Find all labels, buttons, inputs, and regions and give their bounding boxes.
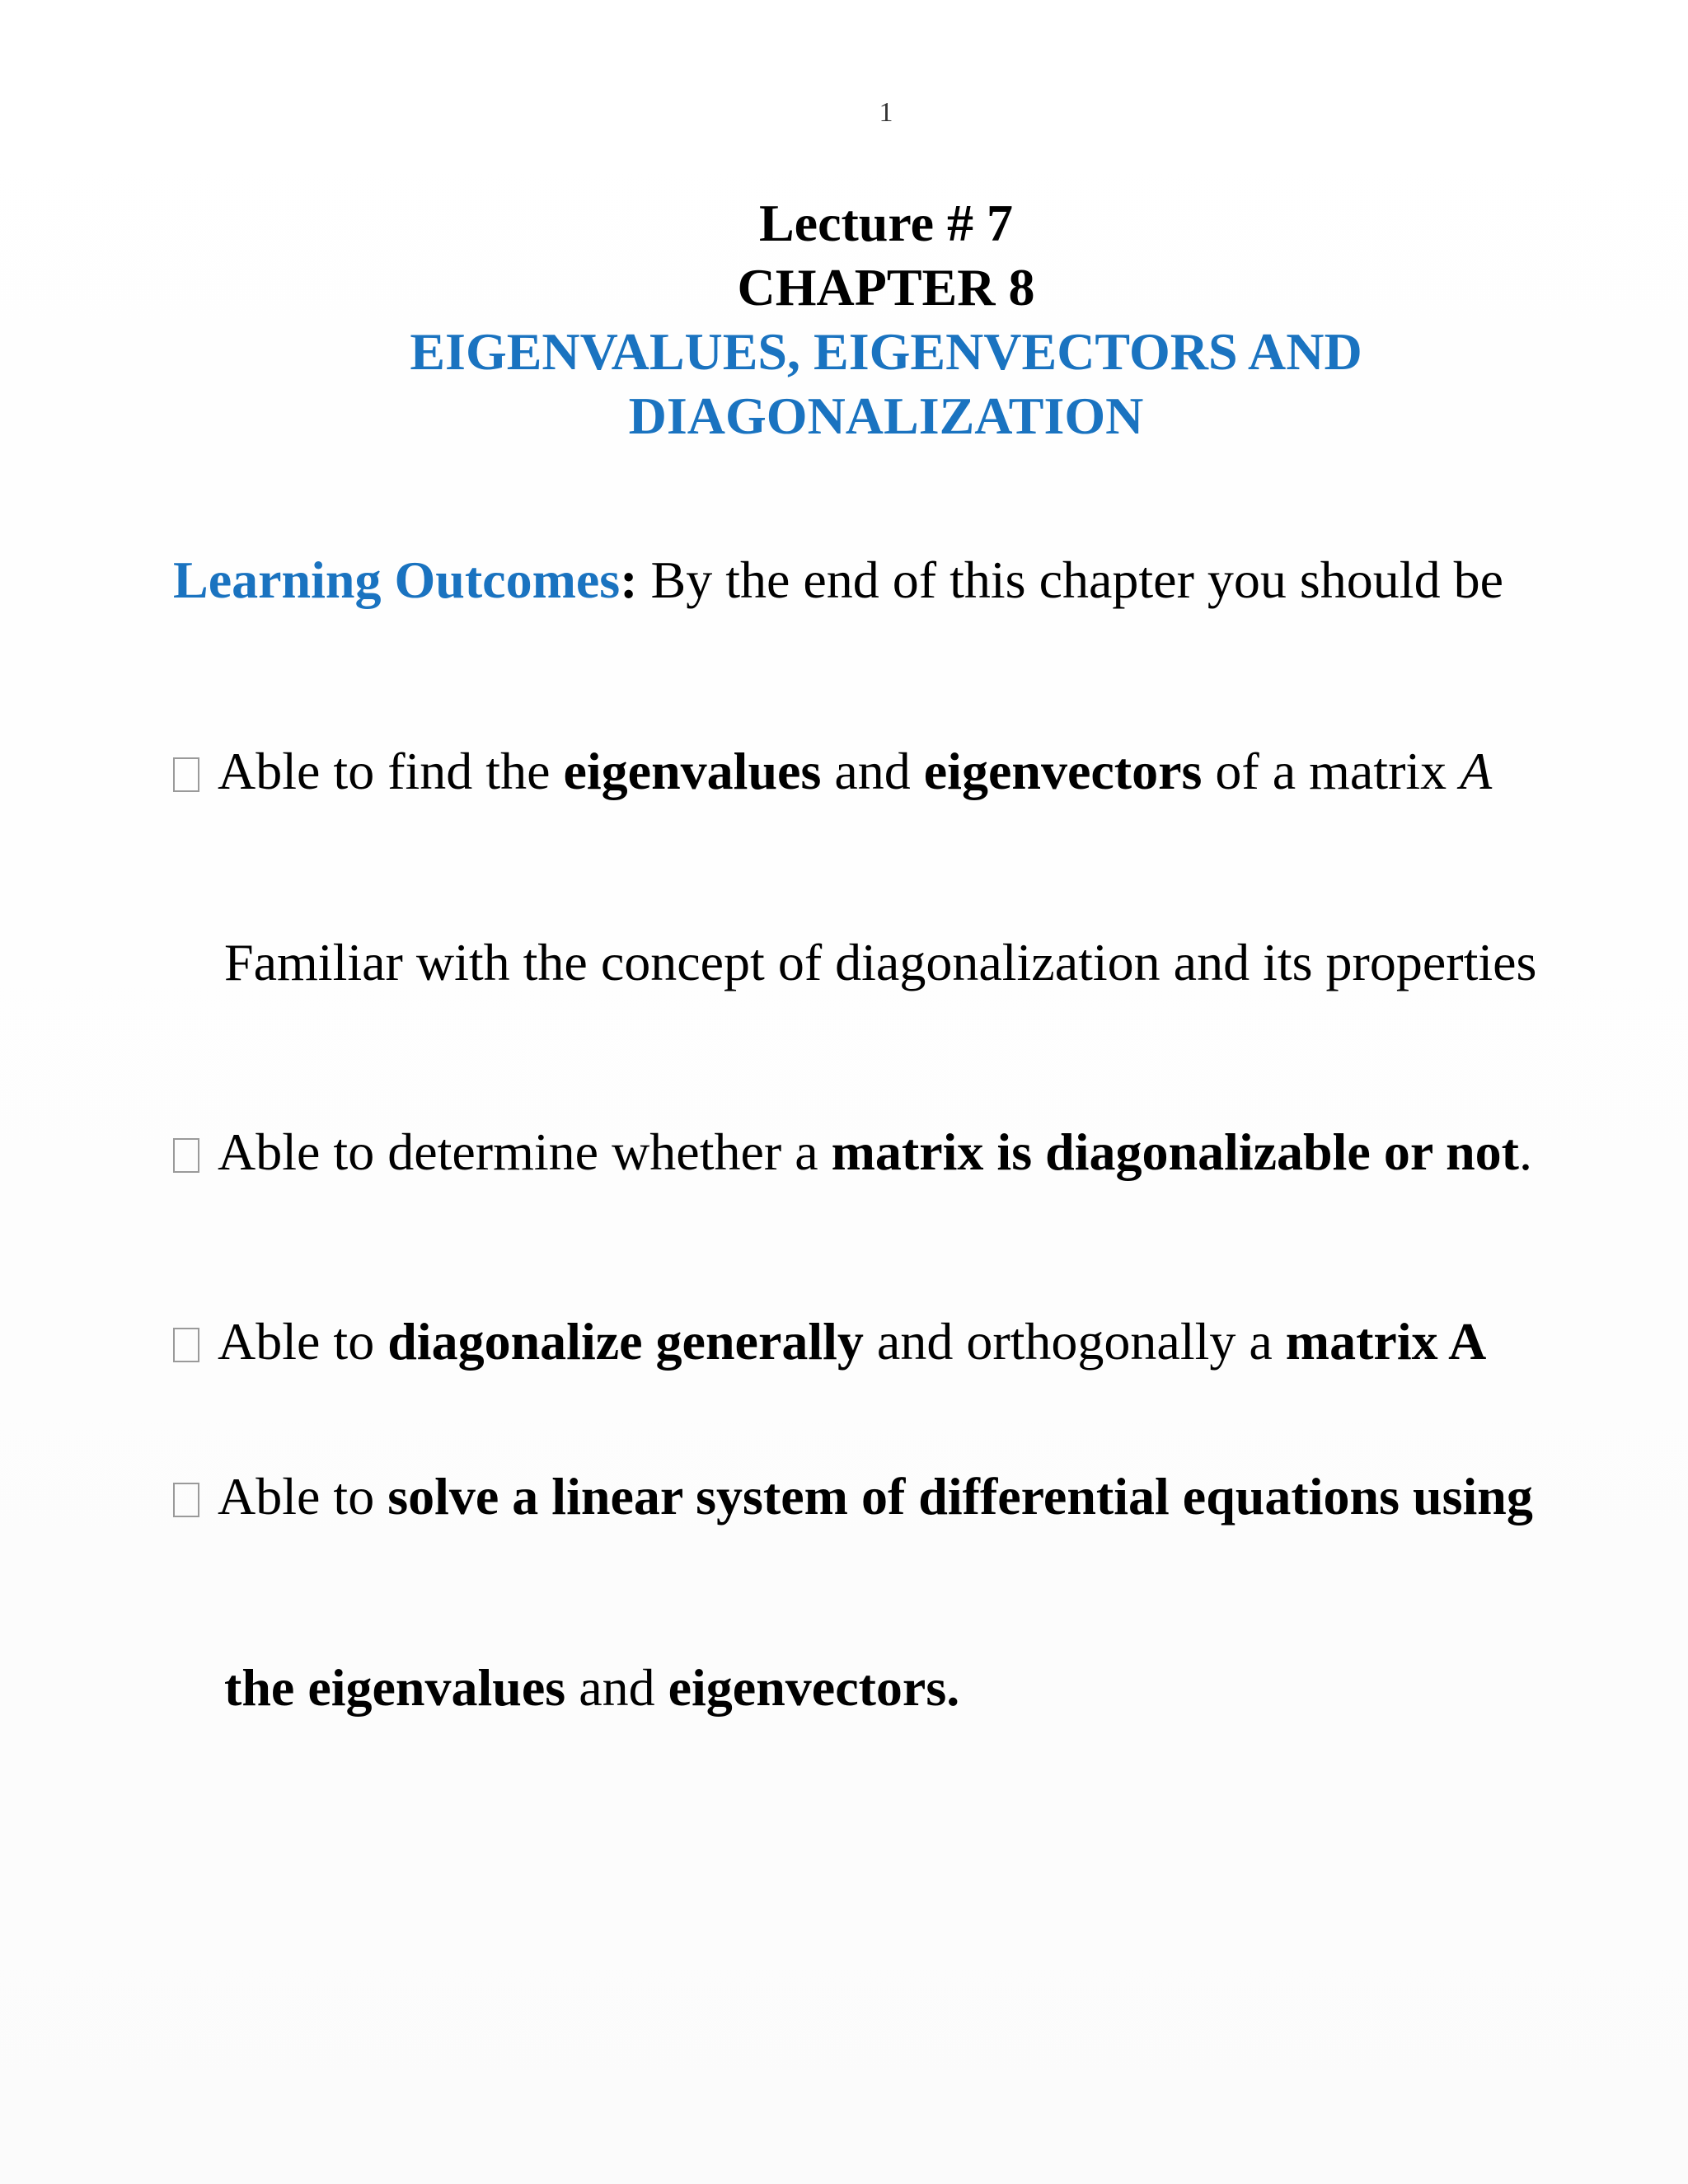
checkbox-glyph-icon xyxy=(173,1483,199,1517)
outcome-bold-text: diagonalize generally xyxy=(387,1312,864,1371)
outcome-text: . xyxy=(1518,1122,1532,1181)
checkbox-glyph-icon xyxy=(173,757,199,792)
outcome-item-4 xyxy=(173,1309,1486,1375)
outcome-text: Able to determine whether a xyxy=(218,1122,832,1181)
outcome-text: and orthogonally a xyxy=(863,1312,1286,1371)
outcome-item-3 xyxy=(173,1119,1532,1185)
outcome-text: and xyxy=(821,742,924,800)
outcome-text: of a matrix xyxy=(1202,742,1461,800)
lecture-title: Lecture # 7 xyxy=(758,194,1014,252)
learning-outcomes-colon: : xyxy=(620,551,638,609)
title-block xyxy=(0,191,1688,448)
outcome-bold-text: matrix A xyxy=(1285,1312,1487,1371)
outcome-item-1 xyxy=(173,738,1492,804)
checkbox-glyph-icon xyxy=(173,1138,199,1173)
outcome-text: Able to xyxy=(218,1312,388,1371)
outcome-text: Familiar with the concept of diagonalization and its properties xyxy=(224,933,1537,991)
page-number: 1 xyxy=(879,97,893,128)
outcome-item-5-continuation xyxy=(224,1655,959,1721)
outcome-bold-text: solve a linear system of differential equations using xyxy=(387,1467,1533,1526)
outcome-bold-text: eigenvalues xyxy=(563,742,822,800)
chapter-title: CHAPTER 8 xyxy=(737,258,1035,316)
learning-outcomes-intro: By the end of this chapter you should be xyxy=(637,551,1503,609)
learning-outcomes-heading xyxy=(173,547,1503,613)
outcome-bold-text: eigenvectors xyxy=(923,742,1203,800)
outcome-bold-text: eigenvectors. xyxy=(668,1658,960,1717)
outcome-item-2 xyxy=(224,930,1536,996)
outcome-item-5 xyxy=(173,1464,1533,1530)
checkbox-glyph-icon xyxy=(173,1328,199,1362)
outcome-text: and xyxy=(565,1658,668,1717)
chapter-subtitle-line-2: DIAGONALIZATION xyxy=(628,387,1144,445)
chapter-subtitle-line-1: EIGENVALUES, EIGENVECTORS AND xyxy=(410,322,1362,381)
outcome-text: Able to xyxy=(218,1467,388,1526)
outcome-italic-text: A xyxy=(1460,742,1493,800)
outcome-text: Able to find the xyxy=(218,742,564,800)
outcome-bold-text: the eigenvalues xyxy=(224,1658,566,1717)
learning-outcomes-label: Learning Outcomes xyxy=(173,551,621,609)
outcome-bold-text: matrix is diagonalizable or not xyxy=(831,1122,1519,1181)
